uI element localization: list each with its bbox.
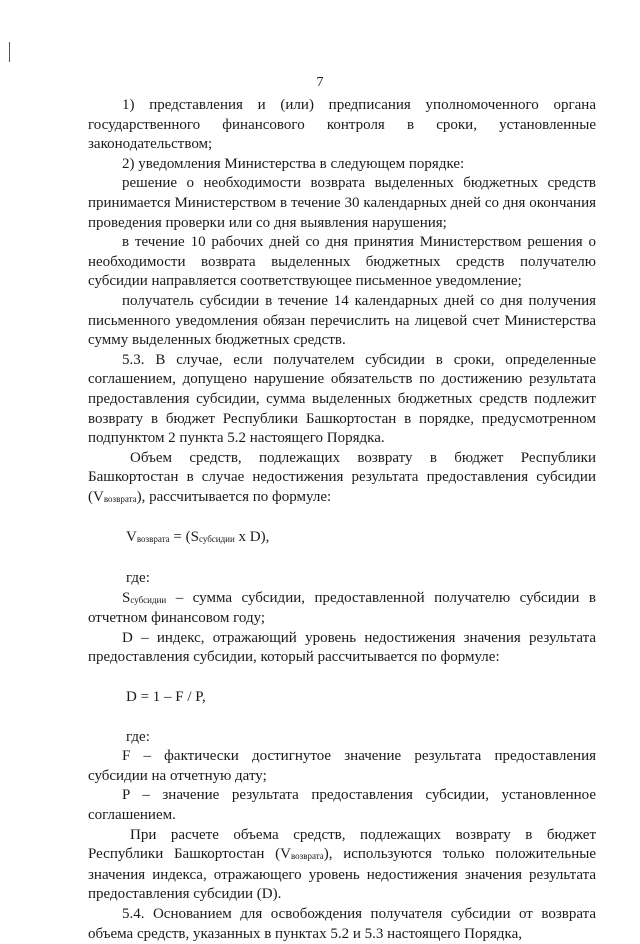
page-number: 7 [316,75,324,90]
formula-v-return: $V_{возврата} = (S_{субсидии}$ x D), [126,529,270,546]
definition-s: $S_{субсидии}$ – сумма субсидии, предоставленной получателю субсидии в отчетном финансовом году; [88,589,596,627]
paragraph-recipient: получатель субсидии в течение 14 календарных дней со дня получения письменного уведомления обязан перечислить на лицевой счет Министерства сумму выделенных бюджетных средств. [88,292,596,349]
paragraph-5-3: 5.3. В случае, если получателем субсидии в сроки, определенные соглашением, допущено нарушение обязательств по достижению результата предоставления субсидии, сумма выделенных бюджетных средств подлежит возврату в бюджет Республики Башкортостан в порядке, предусмотренном подпунктом 2 пункта 5.2 настоящего Порядка. [88,351,596,447]
definition-p: P – значение результата предоставления субсидии, установленное соглашением. [88,787,596,823]
paragraph-notification: в течение 10 рабочих дней со дня принятия Министерством решения о необходимости возврата выделенных бюджетных средств получателю субсидии направляется соответствующее письменное уведомление; [88,234,596,290]
where-label-1: где: [126,570,150,587]
paragraph-5-4: 5.4. Основанием для освобождения получателя субсидии от возврата объема средств, указанных в пунктах 5.2 и 5.3 настоящего Порядка, [88,905,596,942]
paragraph-item-2: 2) уведомления Министерства в следующем порядке: [122,155,465,172]
formula-d: D = 1 – F / P, [126,689,206,706]
paragraph-decision: решение о необходимости возврата выделенных бюджетных средств принимается Министерством в течение 30 календарных дней со дня окончания проведения проверки или со дня выявления нарушения; [88,175,596,231]
where-label-2: где: [126,728,150,745]
margin-mark [9,42,10,62]
definition-f: F – фактически достигнутое значение результата предоставления субсидии на отчетную дату; [88,748,596,784]
document-body [88,96,596,944]
paragraph-calculation: При расчете объема средств, подлежащих возврату в бюджет Республики Башкортостан $(V_{возврата})$, используются только положительные значения индекса, отражающего уровень недостижения значения результата предоставления субсидии (D). [88,826,596,903]
paragraph-item-1: 1) представления и (или) предписания уполномоченного органа государственного финансового контроля в сроки, установленные законодательством; [88,97,596,153]
paragraph-volume: Объем средств, подлежащих возврату в бюджет Республики Башкортостан в случае недостижения результата предоставления субсидии $(V_{возврата})$, рассчитывается по формуле: [88,449,596,505]
definition-d: D – индекс, отражающий уровень недостижения значения результата предоставления субсидии, который рассчитывается по формуле: [88,629,596,666]
